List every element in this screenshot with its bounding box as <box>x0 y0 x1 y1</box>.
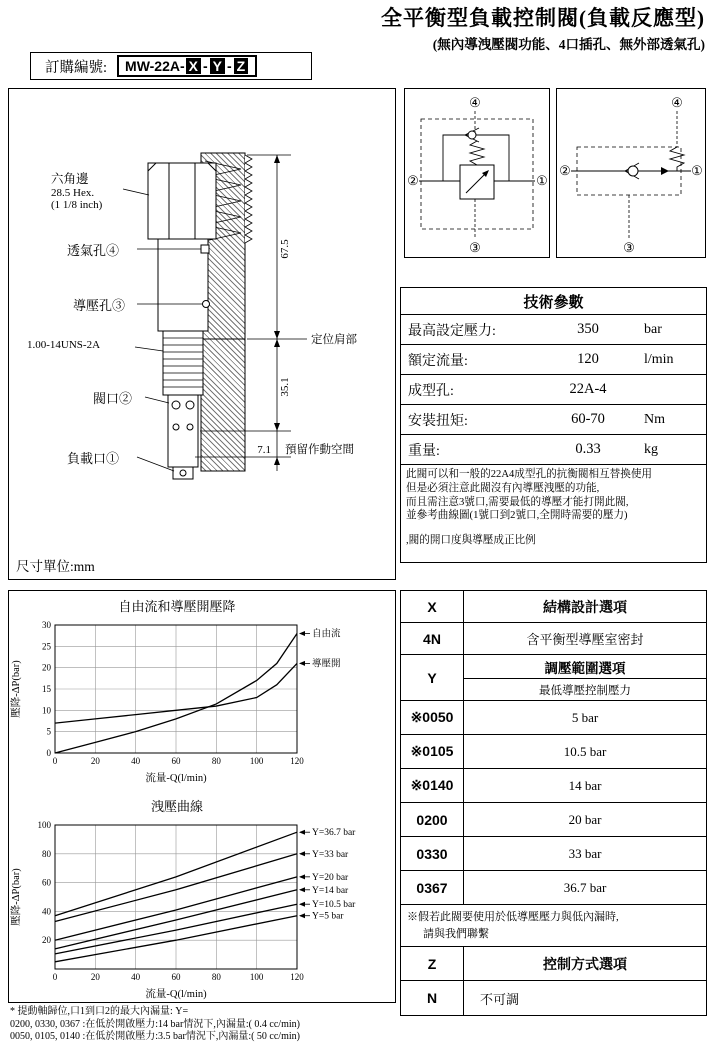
params-note <box>401 465 706 551</box>
svg-text:120: 120 <box>290 756 304 766</box>
hex-label <box>51 169 102 211</box>
svg-text:5: 5 <box>46 726 51 737</box>
option-sublabel-y: 最低導壓控制壓力 <box>539 684 631 697</box>
pressure-drop-chart <box>9 615 389 787</box>
option-label-4n: 含平衡型導壓室密封 <box>526 632 644 647</box>
options-note <box>401 905 706 947</box>
param-unit: kg <box>644 441 658 457</box>
pressure-value: 14 bar <box>568 777 602 793</box>
vent-port-label: 透氣孔④ <box>67 243 120 258</box>
valve-body-thread <box>163 331 203 395</box>
pressure-code: ※0105 <box>401 735 464 768</box>
param-row-weight <box>401 435 706 465</box>
leakage-footnote <box>10 1006 396 1044</box>
options-note-line1: ※假若此閥要使用於低導壓壓力與低內漏時, <box>407 911 619 923</box>
svg-text:Y=10.5 bar: Y=10.5 bar <box>312 900 356 911</box>
param-label: 額定流量: <box>408 353 468 369</box>
port4-label: ④ <box>469 95 481 110</box>
svg-text:導壓開: 導壓開 <box>312 659 341 670</box>
param-unit: l/min <box>644 351 674 367</box>
param-label: 重量: <box>408 443 440 459</box>
param-row-cavity <box>401 375 706 405</box>
chart2-title: 洩壓曲線 <box>150 799 203 814</box>
port4-label: ④ <box>671 95 683 110</box>
svg-text:20: 20 <box>90 756 100 766</box>
param-label: 最高設定壓力: <box>408 323 496 339</box>
param-unit: Nm <box>644 411 665 427</box>
svg-text:40: 40 <box>42 906 51 917</box>
order-number-box <box>30 52 312 80</box>
svg-text:自由流: 自由流 <box>312 629 341 640</box>
option-row-x <box>401 591 706 623</box>
relief-curve-chart <box>9 815 389 1003</box>
pressure-row-0200 <box>401 803 706 837</box>
option-label-x: 結構設計選項 <box>543 600 627 616</box>
hex-label-line1: 六角邊 <box>51 172 89 186</box>
svg-text:10: 10 <box>42 705 51 716</box>
svg-text:100: 100 <box>37 820 51 830</box>
model-z-code: Z <box>234 58 249 74</box>
dimension-unit-label: 尺寸單位:mm <box>16 559 95 574</box>
model-x-code: X <box>186 58 201 74</box>
model-sep1: - <box>202 58 208 74</box>
param-row-max-pressure <box>401 315 706 345</box>
port3-label: ③ <box>623 240 635 255</box>
param-value: 22A-4 <box>569 381 607 397</box>
option-label-z: 控制方式選項 <box>543 957 627 973</box>
port2-label: ② <box>559 163 571 178</box>
svg-text:0: 0 <box>46 748 51 758</box>
load-port-label: 負載口① <box>67 451 120 466</box>
port1-label: ① <box>536 173 548 188</box>
charts-panel <box>8 590 396 1003</box>
port2-label: ② <box>407 173 419 188</box>
option-label-y-group <box>464 655 706 700</box>
params-note-line: 而且需注意3號口,需要最低的導壓才能打開此閥, <box>406 496 629 508</box>
pressure-code: 0200 <box>401 803 464 836</box>
pressure-code: ※0050 <box>401 701 464 734</box>
tech-params-title: 技術參數 <box>401 288 706 315</box>
pressure-value: 20 bar <box>568 811 602 827</box>
spring-symbol <box>470 141 484 165</box>
pressure-value: 36.7 bar <box>563 879 607 895</box>
option-code-z: Z <box>401 947 464 980</box>
page-title: 全平衡型負載控制閥(負載反應型) <box>381 6 705 30</box>
footnote-line1: * 提動軸歸位,口1到口2的最大內漏量: Y= <box>10 1006 189 1017</box>
param-row-torque <box>401 405 706 435</box>
svg-text:15: 15 <box>42 684 51 694</box>
param-value: 0.33 <box>575 441 601 457</box>
schematic-pilot-svg <box>405 89 549 257</box>
svg-text:Y=14 bar: Y=14 bar <box>312 885 349 896</box>
svg-text:20: 20 <box>90 972 100 982</box>
params-note-line: ,閥的開口度與導壓成正比例 <box>406 535 536 547</box>
svg-text:流量-Q(l/min): 流量-Q(l/min) <box>145 989 207 1000</box>
footnote-line3: 0050, 0105, 0140 :在低於開啟壓力:3.5 bar情況下,內漏量:( 50 cc/min) <box>10 1031 300 1042</box>
order-label: 訂購編號: <box>45 59 108 76</box>
svg-text:80: 80 <box>211 756 221 766</box>
svg-text:Y=33 bar: Y=33 bar <box>312 849 349 860</box>
svg-text:Y=5 bar: Y=5 bar <box>312 911 344 922</box>
svg-text:120: 120 <box>290 972 304 982</box>
param-value: 120 <box>577 351 599 367</box>
param-value: 60-70 <box>571 411 605 427</box>
pressure-row-0330 <box>401 837 706 871</box>
model-y-code: Y <box>210 58 225 74</box>
tech-params-table <box>400 287 707 563</box>
svg-text:80: 80 <box>42 848 51 859</box>
pressure-code: ※0140 <box>401 769 464 802</box>
pressure-code: 0367 <box>401 871 464 904</box>
header <box>381 2 705 53</box>
svg-text:40: 40 <box>131 972 141 982</box>
ordering-options-table <box>400 590 707 1016</box>
svg-text:Y=20 bar: Y=20 bar <box>312 872 349 883</box>
option-label-n: 不可調 <box>480 991 520 1007</box>
vent-hole <box>201 245 209 253</box>
chart1-title: 自由流和導壓開壓降 <box>118 599 236 614</box>
valve-drawing-panel <box>8 88 396 580</box>
pressure-value: 10.5 bar <box>563 743 607 759</box>
pilot-port-label: 導壓孔③ <box>73 298 126 313</box>
svg-text:0: 0 <box>52 972 58 982</box>
svg-text:60: 60 <box>171 756 181 766</box>
check-valve-ball <box>468 131 476 139</box>
dim-67-5: 67.5 <box>279 239 291 259</box>
svg-text:30: 30 <box>42 620 51 630</box>
param-unit: bar <box>644 321 662 337</box>
flow-arrow <box>661 167 669 175</box>
svg-text:壓降-ΔP(bar): 壓降-ΔP(bar) <box>11 868 22 926</box>
option-code-4n: 4N <box>401 623 464 654</box>
option-row-n <box>401 981 706 1015</box>
svg-text:25: 25 <box>42 641 51 652</box>
valve-drawing <box>9 89 395 579</box>
check-valve-ball <box>628 166 638 176</box>
hex-label-line3: (1 1/8 inch) <box>51 199 103 211</box>
load-port-hole <box>180 470 186 476</box>
dim-7-1: 7.1 <box>257 444 271 456</box>
dimension-lines <box>274 155 280 471</box>
svg-text:100: 100 <box>249 756 264 766</box>
svg-text:60: 60 <box>171 972 181 982</box>
model-code <box>117 55 257 77</box>
svg-text:20: 20 <box>42 935 51 946</box>
params-note-line: 並參考曲線圖(1號口到2號口,全開時需要的壓力) <box>406 510 628 522</box>
hex-head <box>148 163 216 239</box>
options-note-line2: 請與我們聯繫 <box>423 927 489 940</box>
option-label-y: 調壓範圍選項 <box>464 655 706 679</box>
param-label: 安裝扭矩: <box>408 413 468 429</box>
schematic-pilot-valve <box>404 88 550 258</box>
params-note-line: 但是必須注意此閥沒有內導壓洩壓的功能, <box>406 482 600 494</box>
pressure-value: 5 bar <box>571 709 599 725</box>
spring-symbol <box>670 147 684 171</box>
pressure-value: 33 bar <box>568 845 602 861</box>
svg-text:60: 60 <box>42 877 51 888</box>
svg-text:40: 40 <box>131 756 141 766</box>
pilot-hole <box>203 301 210 308</box>
valve-port-label: 閥口② <box>93 391 133 406</box>
port1-label: ① <box>691 163 703 178</box>
dim-35-1: 35.1 <box>279 377 291 397</box>
param-row-rated-flow <box>401 345 706 375</box>
svg-text:流量-Q(l/min): 流量-Q(l/min) <box>145 773 207 784</box>
option-code-n: N <box>401 981 464 1015</box>
pressure-row-0105 <box>401 735 706 769</box>
pressure-row-0140 <box>401 769 706 803</box>
mount-threads <box>245 155 252 243</box>
option-code-x: X <box>401 591 464 622</box>
hex-label-line2: 28.5 Hex. <box>51 187 95 199</box>
option-row-4n <box>401 623 706 655</box>
param-label: 成型孔: <box>408 383 454 399</box>
thread-spec-label: 1.00-14UNS-2A <box>27 339 101 351</box>
pressure-row-0050 <box>401 701 706 735</box>
param-value: 350 <box>577 321 599 337</box>
option-code-y: Y <box>401 655 464 700</box>
footnote-line2: 0200, 0330, 0367 :在低於開啟壓力:14 bar情況下,內漏量:( 0.4 cc/min) <box>10 1018 300 1030</box>
svg-text:Y=36.7 bar: Y=36.7 bar <box>312 828 356 839</box>
pressure-row-0367 <box>401 871 706 905</box>
page-subtitle: (無內導洩壓閥功能、4口插孔、無外部透氣孔) <box>432 37 705 52</box>
svg-text:0: 0 <box>52 756 58 766</box>
schematic-check-valve <box>556 88 706 258</box>
svg-text:80: 80 <box>211 972 221 982</box>
schematic-check-svg <box>557 89 705 257</box>
svg-text:壓降-ΔP(bar): 壓降-ΔP(bar) <box>11 660 22 718</box>
params-note-line: 此閥可以和一般的22A4成型孔的抗衡閥相互替換使用 <box>406 469 653 480</box>
model-sep2: - <box>227 58 232 74</box>
clearance-label: 預留作動空間 <box>285 444 354 456</box>
shoulder-label: 定位肩部 <box>311 334 357 346</box>
model-prefix: MW-22A- <box>125 58 185 74</box>
svg-text:20: 20 <box>42 662 51 673</box>
pressure-code: 0330 <box>401 837 464 870</box>
option-row-z <box>401 947 706 981</box>
svg-text:100: 100 <box>249 972 264 982</box>
option-row-y <box>401 655 706 701</box>
valve-port-hole <box>172 401 180 409</box>
port3-label: ③ <box>469 240 481 255</box>
